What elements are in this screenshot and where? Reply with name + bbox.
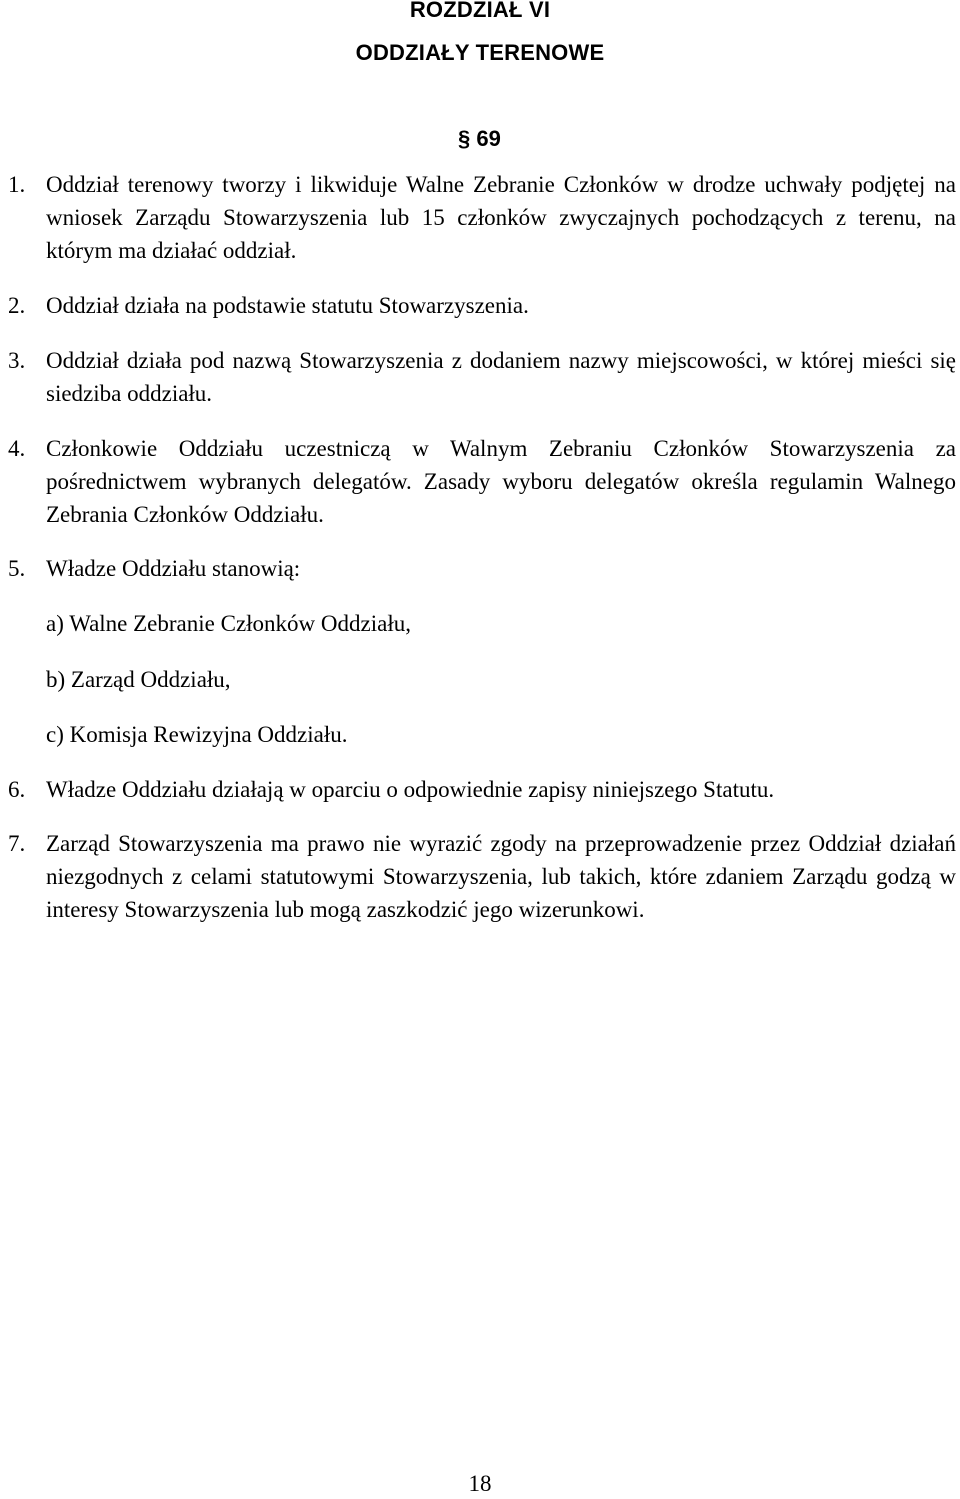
list-item: [8, 289, 956, 322]
item-text: Zarząd Stowarzyszenia ma prawo nie wyrazić zgody na przeprowadzenie przez Oddział działań niezgodnych z celami statutowymi Stowarzyszenia, lub takich, które zdaniem Zarządu godzą w interesy Stowarzyszenia lub mogą zaszkodzić jego wizerunkowi.: [46, 831, 956, 922]
item-text: Członkowie Oddziału uczestniczą w Walnym Zebraniu Członków Stowarzyszenia za pośrednictwem wybranych delegatów. Zasady wyboru delegatów określa regulamin Walnego Zebrania Członków Oddziału.: [46, 436, 956, 527]
list-item: [8, 168, 956, 267]
item-text: Władze Oddziału stanowią:: [46, 556, 301, 581]
item-number: 4.: [8, 436, 26, 461]
list-item: [8, 552, 956, 585]
sub-list-item: b) Zarząd Oddziału,: [46, 667, 231, 692]
chapter-number: ROZDZIAŁ VI: [409, 0, 551, 22]
item-text: Oddział terenowy tworzy i likwiduje Walne Zebranie Członków w drodze uchwały podjętej na wniosek Zarządu Stowarzyszenia lub 15 członków zwyczajnych pochodzących z terenu, na którym ma działać oddział.: [46, 172, 956, 263]
list-item: [8, 773, 956, 806]
sub-list-item: c) Komisja Rewizyjna Oddziału.: [46, 722, 348, 747]
item-number: 1.: [8, 172, 26, 197]
item-text: Władze Oddziału działają w oparciu o odpowiednie zapisy niniejszego Statutu.: [46, 777, 775, 802]
chapter-title: ODDZIAŁY TERENOWE: [355, 40, 605, 65]
section-mark: § 69: [458, 126, 501, 151]
item-text: Oddział działa pod nazwą Stowarzyszenia z dodaniem nazwy miejscowości, w której mieści się siedziba oddziału.: [46, 348, 956, 406]
list-item: [8, 344, 956, 410]
list-item: [8, 827, 956, 926]
item-text: Oddział działa na podstawie statutu Stowarzyszenia.: [46, 293, 529, 318]
item-number: 3.: [8, 348, 26, 373]
sub-list-item: a) Walne Zebranie Członków Oddziału,: [46, 611, 411, 636]
list-item: [8, 432, 956, 531]
page-number: 18: [468, 1471, 492, 1496]
item-number: 2.: [8, 293, 26, 318]
item-number: 6.: [8, 777, 26, 802]
item-number: 5.: [8, 556, 26, 581]
item-number: 7.: [8, 831, 26, 856]
